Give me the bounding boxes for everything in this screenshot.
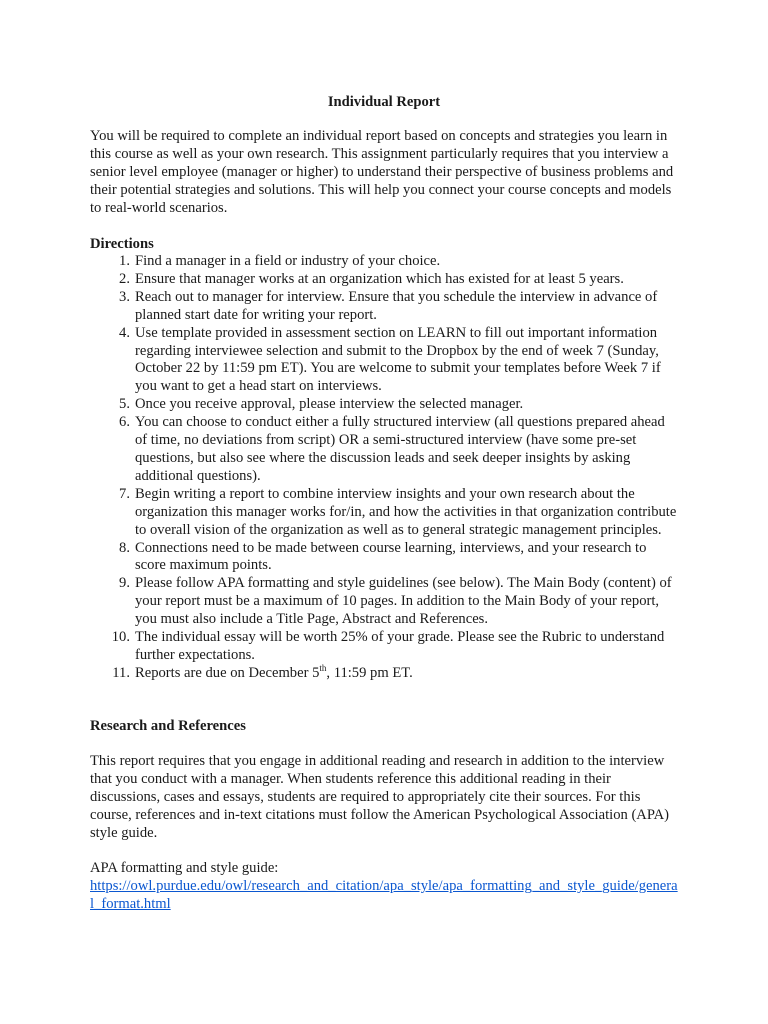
list-item bbox=[90, 540, 680, 576]
list-item bbox=[90, 414, 680, 486]
list-item-text: You can choose to conduct either a fully structured interview (all questions prepared ahead of time, no deviations from script) OR a semi-structured interview (have some pre-set questions, but also see where the discussion leads and seek deeper insights by asking additional questions). bbox=[135, 414, 665, 484]
list-item-text: Connections need to be made between course learning, interviews, and your research to score maximum points. bbox=[135, 539, 647, 574]
list-item bbox=[90, 575, 680, 629]
due-date-ordinal: th bbox=[319, 662, 327, 673]
list-item-number: 11. bbox=[112, 664, 130, 681]
apa-guide-label: APA formatting and style guide: bbox=[90, 860, 279, 876]
list-item bbox=[90, 253, 680, 271]
list-item bbox=[90, 629, 680, 665]
list-item bbox=[90, 289, 680, 325]
list-item bbox=[90, 486, 680, 540]
list-item-number: 9. bbox=[119, 575, 130, 592]
list-item-text: Find a manager in a field or industry of your choice. bbox=[135, 253, 441, 269]
directions-list bbox=[90, 253, 680, 683]
list-item-text: Ensure that manager works at an organization which has existed for at least 5 years. bbox=[135, 270, 624, 287]
list-item-number: 2. bbox=[119, 270, 130, 287]
list-item bbox=[90, 325, 680, 397]
list-item-text: Please follow APA formatting and style guidelines (see below). The Main Body (content) of your report must be a maximum of 10 pages. In addition to the Main Body of your report, you must also include a Title Page, Abstract and References. bbox=[135, 575, 672, 628]
list-item-text: Use template provided in assessment section on LEARN to fill out important information regarding interviewee selection and submit to the Dropbox by the end of week 7 (Sunday, October 22 by 11:59 pm ET). You are welcome to submit your templates before Week 7 if you want to get a head start on interviews. bbox=[135, 324, 661, 395]
list-item-due-date bbox=[90, 662, 680, 683]
intro-paragraph: You will be required to complete an individual report based on concepts and strategies you learn in this course as well as your own research. This assignment particularly requires that you interview a senior level employee (manager or higher) to understand their perspective of business problems and their potential strategies and solutions. This will help you connect your course concepts and models to real-world scenarios. bbox=[90, 128, 674, 216]
list-item-number: 4. bbox=[119, 324, 130, 341]
list-item-number: 5. bbox=[119, 396, 130, 413]
list-item-text: Begin writing a report to combine interview insights and your own research about the organization this manager works for/in, and how the activities in that organization contribute to overall vision of the organization as well as to general strategic management principles. bbox=[135, 485, 677, 538]
list-item-number: 1. bbox=[119, 253, 130, 269]
list-item-number: 3. bbox=[119, 288, 130, 305]
apa-guide-link[interactable]: https://owl.purdue.edu/owl/research_and_citation/apa_style/apa_formatting_and_style_guide/general_format.html bbox=[90, 878, 678, 912]
list-item-text: Once you receive approval, please interview the selected manager. bbox=[135, 396, 524, 413]
list-item bbox=[90, 271, 680, 289]
list-item bbox=[90, 396, 680, 414]
list-item-text: Reach out to manager for interview. Ensure that you schedule the interview in advance of planned start date for writing your report. bbox=[135, 288, 658, 323]
list-item-number: 8. bbox=[119, 539, 130, 556]
list-item-number: 7. bbox=[119, 485, 130, 502]
research-heading: Research and References bbox=[90, 718, 246, 734]
due-date-time: , 11:59 pm ET. bbox=[326, 664, 413, 681]
list-item-text: The individual essay will be worth 25% of your grade. Please see the Rubric to understand further expectations. bbox=[135, 629, 665, 663]
due-date-text: Reports are due on December 5 bbox=[135, 664, 320, 681]
list-item-number: 10. bbox=[111, 629, 130, 646]
research-paragraph: This report requires that you engage in additional reading and research in addition to the interview that you conduct with a manager. When students reference this additional reading in their discussions, cases and essays, students are required to appropriately cite their sources. For this course, references and in-text citations must follow the American Psychological Association (APA) style guide. bbox=[90, 753, 670, 841]
list-item-number: 6. bbox=[119, 414, 130, 431]
page-title: Individual Report bbox=[327, 94, 441, 110]
directions-heading: Directions bbox=[90, 236, 154, 252]
